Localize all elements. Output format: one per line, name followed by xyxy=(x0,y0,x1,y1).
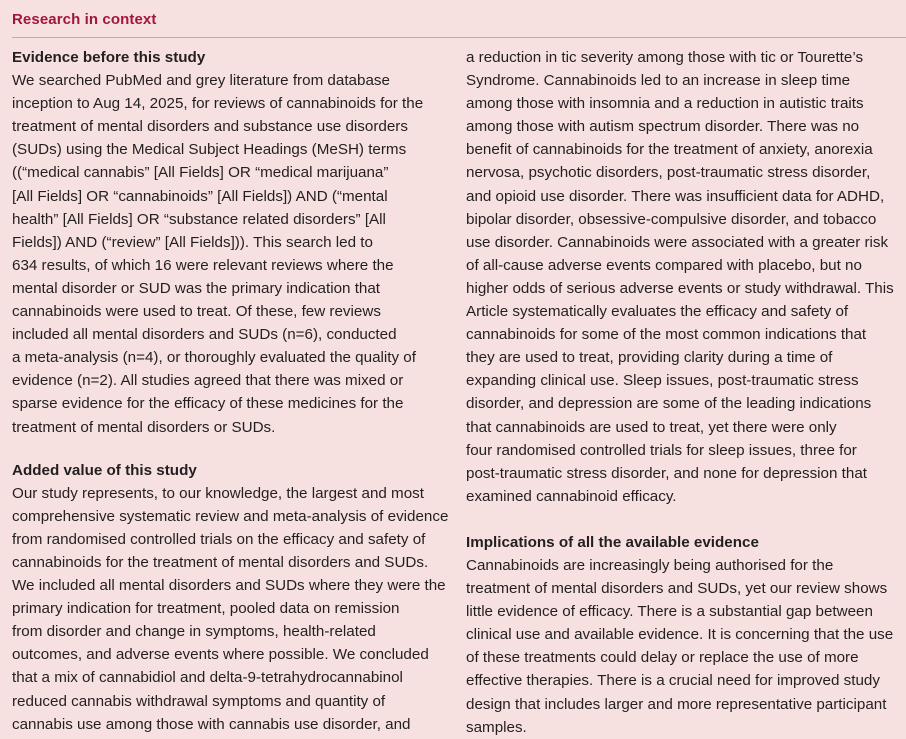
text-line: among those with autism spectrum disorder. There was no xyxy=(466,118,860,136)
text-line: little evidence of efficacy. There is a substantial gap between xyxy=(466,603,873,621)
text-line: nervosa, psychotic disorders, post-traumatic stress disorder, xyxy=(466,164,871,182)
text-line: cannabis use among those with cannabis use disorder, and xyxy=(12,715,411,733)
text-line: treatment of mental disorders and substance use disorders xyxy=(12,118,408,136)
text-line: and opioid use disorder. There was insufficient data for ADHD, xyxy=(466,187,885,205)
text-line: included all mental disorders and SUDs (n=6), conducted xyxy=(12,326,397,344)
text-line: among those with insomnia and a reduction in autistic traits xyxy=(466,95,864,113)
text-line: samples. xyxy=(466,718,527,736)
text-line: evidence (n=2). All studies agreed that there was mixed or xyxy=(12,372,404,390)
text-line: use disorder. Cannabinoids were associated with a greater risk xyxy=(466,233,889,251)
text-line: Syndrome. Cannabinoids led to an increase in sleep time xyxy=(466,72,851,90)
left-column xyxy=(12,46,449,736)
text-line: treatment of mental disorders or SUDs. xyxy=(12,418,276,436)
text-line: four randomised controlled trials for sleep issues, three for xyxy=(466,441,857,459)
title-divider xyxy=(12,37,906,38)
text-line: effective therapies. There is a crucial need for improved study xyxy=(466,672,880,690)
text-line: mental disorder or SUD was the primary indication that xyxy=(12,279,381,297)
text-line: We searched PubMed and grey literature from database xyxy=(12,72,390,90)
section-heading-evidence-before: Evidence before this study xyxy=(12,49,206,66)
text-line: that cannabinoids are used to treat, yet there were only xyxy=(466,418,837,436)
text-line: primary indication for treatment, pooled data on remission xyxy=(12,600,400,618)
text-line: from randomised controlled trials on the efficacy and safety of xyxy=(12,530,426,548)
text-line: (SUDs) using the Medical Subject Headings (MeSH) terms xyxy=(12,141,407,159)
section-spacer xyxy=(12,439,442,459)
text-line: Fields]) AND (“review” [All Fields])). This search led to xyxy=(12,233,373,251)
text-line: post-traumatic stress disorder, and none for depression that xyxy=(466,464,867,482)
text-line: [All Fields] OR “cannabinoids” [All Fields]) AND (“mental xyxy=(12,187,388,205)
text-line: bipolar disorder, obsessive-compulsive disorder, and tobacco xyxy=(466,210,877,228)
text-line: a meta-analysis (n=4), or thoroughly evaluated the quality of xyxy=(12,349,416,367)
text-line: reduced cannabis withdrawal symptoms and quantity of xyxy=(12,692,386,710)
section-heading-added-value: Added value of this study xyxy=(12,461,197,479)
section-spacer xyxy=(466,508,896,531)
text-line: from disorder and change in symptoms, health-related xyxy=(12,623,376,641)
panel-title: Research in context xyxy=(12,11,157,28)
text-line: cannabinoids were used to treat. Of these, few reviews xyxy=(12,303,381,321)
text-line: a reduction in tic severity among those with tic or Tourette’s xyxy=(466,49,864,66)
text-line: benefit of cannabinoids for the treatment of anxiety, anorexia xyxy=(466,141,873,159)
text-line: design that includes larger and more representative participant xyxy=(466,695,887,713)
text-line: inception to Aug 14, 2025, for reviews of cannabinoids for the xyxy=(12,95,424,113)
text-line: health” [All Fields] OR “substance related disorders” [All xyxy=(12,210,386,228)
text-line: of these treatments could delay or replace the use of more xyxy=(466,649,859,667)
section-body-added-value xyxy=(12,482,449,736)
text-line: sparse evidence for the efficacy of these medicines for the xyxy=(12,395,404,413)
text-line: higher odds of serious adverse events or study withdrawal. This xyxy=(466,279,894,297)
right-column xyxy=(466,46,896,739)
text-line: Article systematically evaluates the efficacy and safety of xyxy=(466,303,849,321)
text-line: Our study represents, to our knowledge, the largest and most xyxy=(12,484,424,502)
text-line: We included all mental disorders and SUDs where they were the xyxy=(12,577,446,595)
text-line: cannabinoids for some of the most common indications that xyxy=(466,326,867,344)
text-line: 634 results, of which 16 were relevant reviews where the xyxy=(12,256,394,274)
text-line: comprehensive systematic review and meta-analysis of evidence xyxy=(12,507,449,525)
section-heading-implications: Implications of all the available evidence xyxy=(466,533,759,551)
section-body-implications xyxy=(466,554,896,739)
text-line: examined cannabinoid efficacy. xyxy=(466,487,677,505)
text-line: ((“medical cannabis” [All Fields] OR “medical marijuana” xyxy=(12,164,389,182)
text-line: expanding clinical use. Sleep issues, post-traumatic stress xyxy=(466,372,859,390)
text-line: that a mix of cannabidiol and delta-9-tetrahydrocannabinol xyxy=(12,669,403,687)
text-line: clinical use and available evidence. It is concerning that the use xyxy=(466,626,894,644)
section-body-evidence-before xyxy=(12,69,442,439)
text-line: treatment of mental disorders and SUDs, yet our review shows xyxy=(466,580,888,598)
text-line: they are used to treat, providing clarity during a time of xyxy=(466,349,833,367)
section-body-added-value-continued xyxy=(466,46,896,508)
text-line: of all-cause adverse events compared with placebo, but no xyxy=(466,256,862,274)
text-line: outcomes, and adverse events where possible. We concluded xyxy=(12,646,429,664)
text-line: cannabinoids for the treatment of mental disorders and SUDs. xyxy=(12,553,429,571)
text-line: Cannabinoids are increasingly being authorised for the xyxy=(466,556,834,574)
text-line: disorder, and depression are some of the leading indications xyxy=(466,395,872,413)
